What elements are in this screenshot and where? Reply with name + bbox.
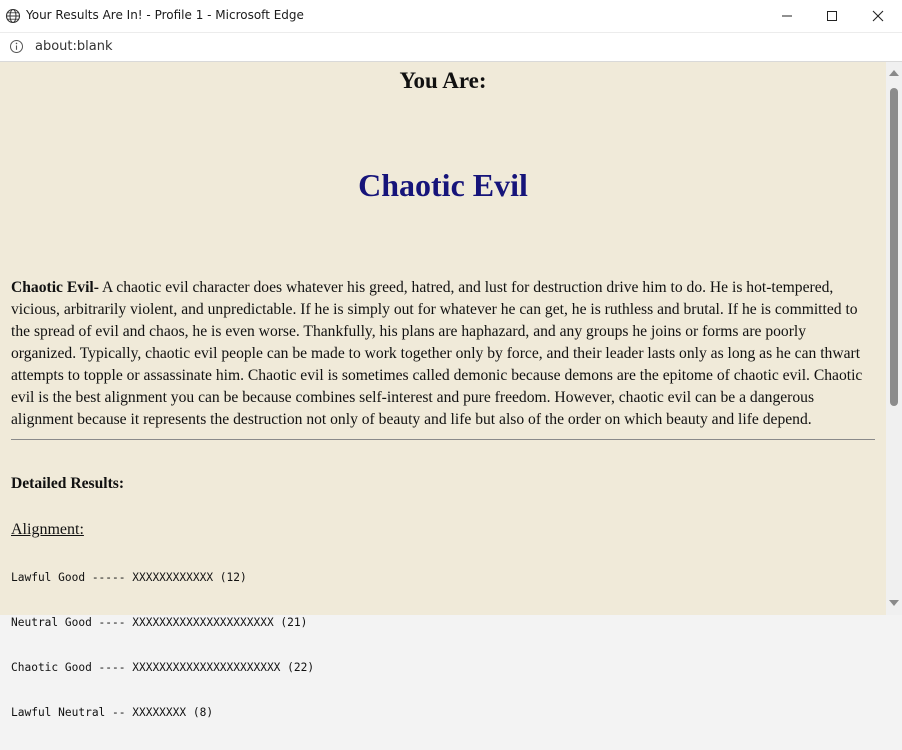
window-title: Your Results Are In! - Profile 1 - Microsoft Edge [26,8,304,22]
detailed-results-heading: Detailed Results: [11,475,125,492]
scroll-down-arrow-icon[interactable] [889,600,899,606]
divider [11,439,875,440]
alignment-results [11,540,875,750]
result-description [11,277,875,431]
close-button[interactable] [855,0,901,32]
page-viewport [0,62,886,719]
alignment-heading: Alignment: [11,521,84,538]
globe-icon [5,8,21,24]
page-content [0,67,886,750]
url-text[interactable]: about:blank [35,39,113,54]
minimize-icon [781,7,793,26]
result-title: Chaotic Evil [358,167,528,203]
info-icon[interactable] [9,39,24,54]
scroll-up-arrow-icon[interactable] [889,70,899,76]
close-icon [872,7,884,26]
result-row: Chaotic Good ---- XXXXXXXXXXXXXXXXXXXXXX (22) [11,661,315,674]
result-row: Lawful Good ----- XXXXXXXXXXXX (12) [11,571,247,584]
description-label: Chaotic Evil- [11,279,99,296]
result-row: Lawful Neutral -- XXXXXXXX (8) [11,706,214,719]
maximize-button[interactable] [809,0,855,32]
title-bar[interactable] [0,0,902,33]
result-row: Neutral Good ---- XXXXXXXXXXXXXXXXXXXXX (21) [11,616,308,629]
address-bar[interactable] [0,33,902,62]
vertical-scrollbar[interactable] [886,62,902,615]
description-text: A chaotic evil character does whatever his greed, hatred, and lust for destruction drive him to do. He is hot-tempered, vicious, arbitrarily violent, and unpredictable. If he is simply out for whatever he can get, he is ruthless and brutal. If he is committed to the spread of evil and chaos, he is even worse. Thankfully, his plans are haphazard, and any groups he joins or forms are poorly organized. Typically, chaotic evil people can be made to work together only by force, and their leader lasts only as long as he can thwart attempts to topple or assassinate him. Chaotic evil is sometimes called demonic because demons are the epitome of chaotic evil. Chaotic evil is the best alignment you can be because combines self-interest and pure freedom. However, chaotic evil can be a dangerous alignment because it represents the destruction not only of beauty and life but also of the order on which beauty and life depend. [11,279,863,428]
page-heading: You Are: [399,68,487,93]
scrollbar-thumb[interactable] [890,88,898,406]
minimize-button[interactable] [764,0,810,32]
maximize-icon [826,7,838,26]
